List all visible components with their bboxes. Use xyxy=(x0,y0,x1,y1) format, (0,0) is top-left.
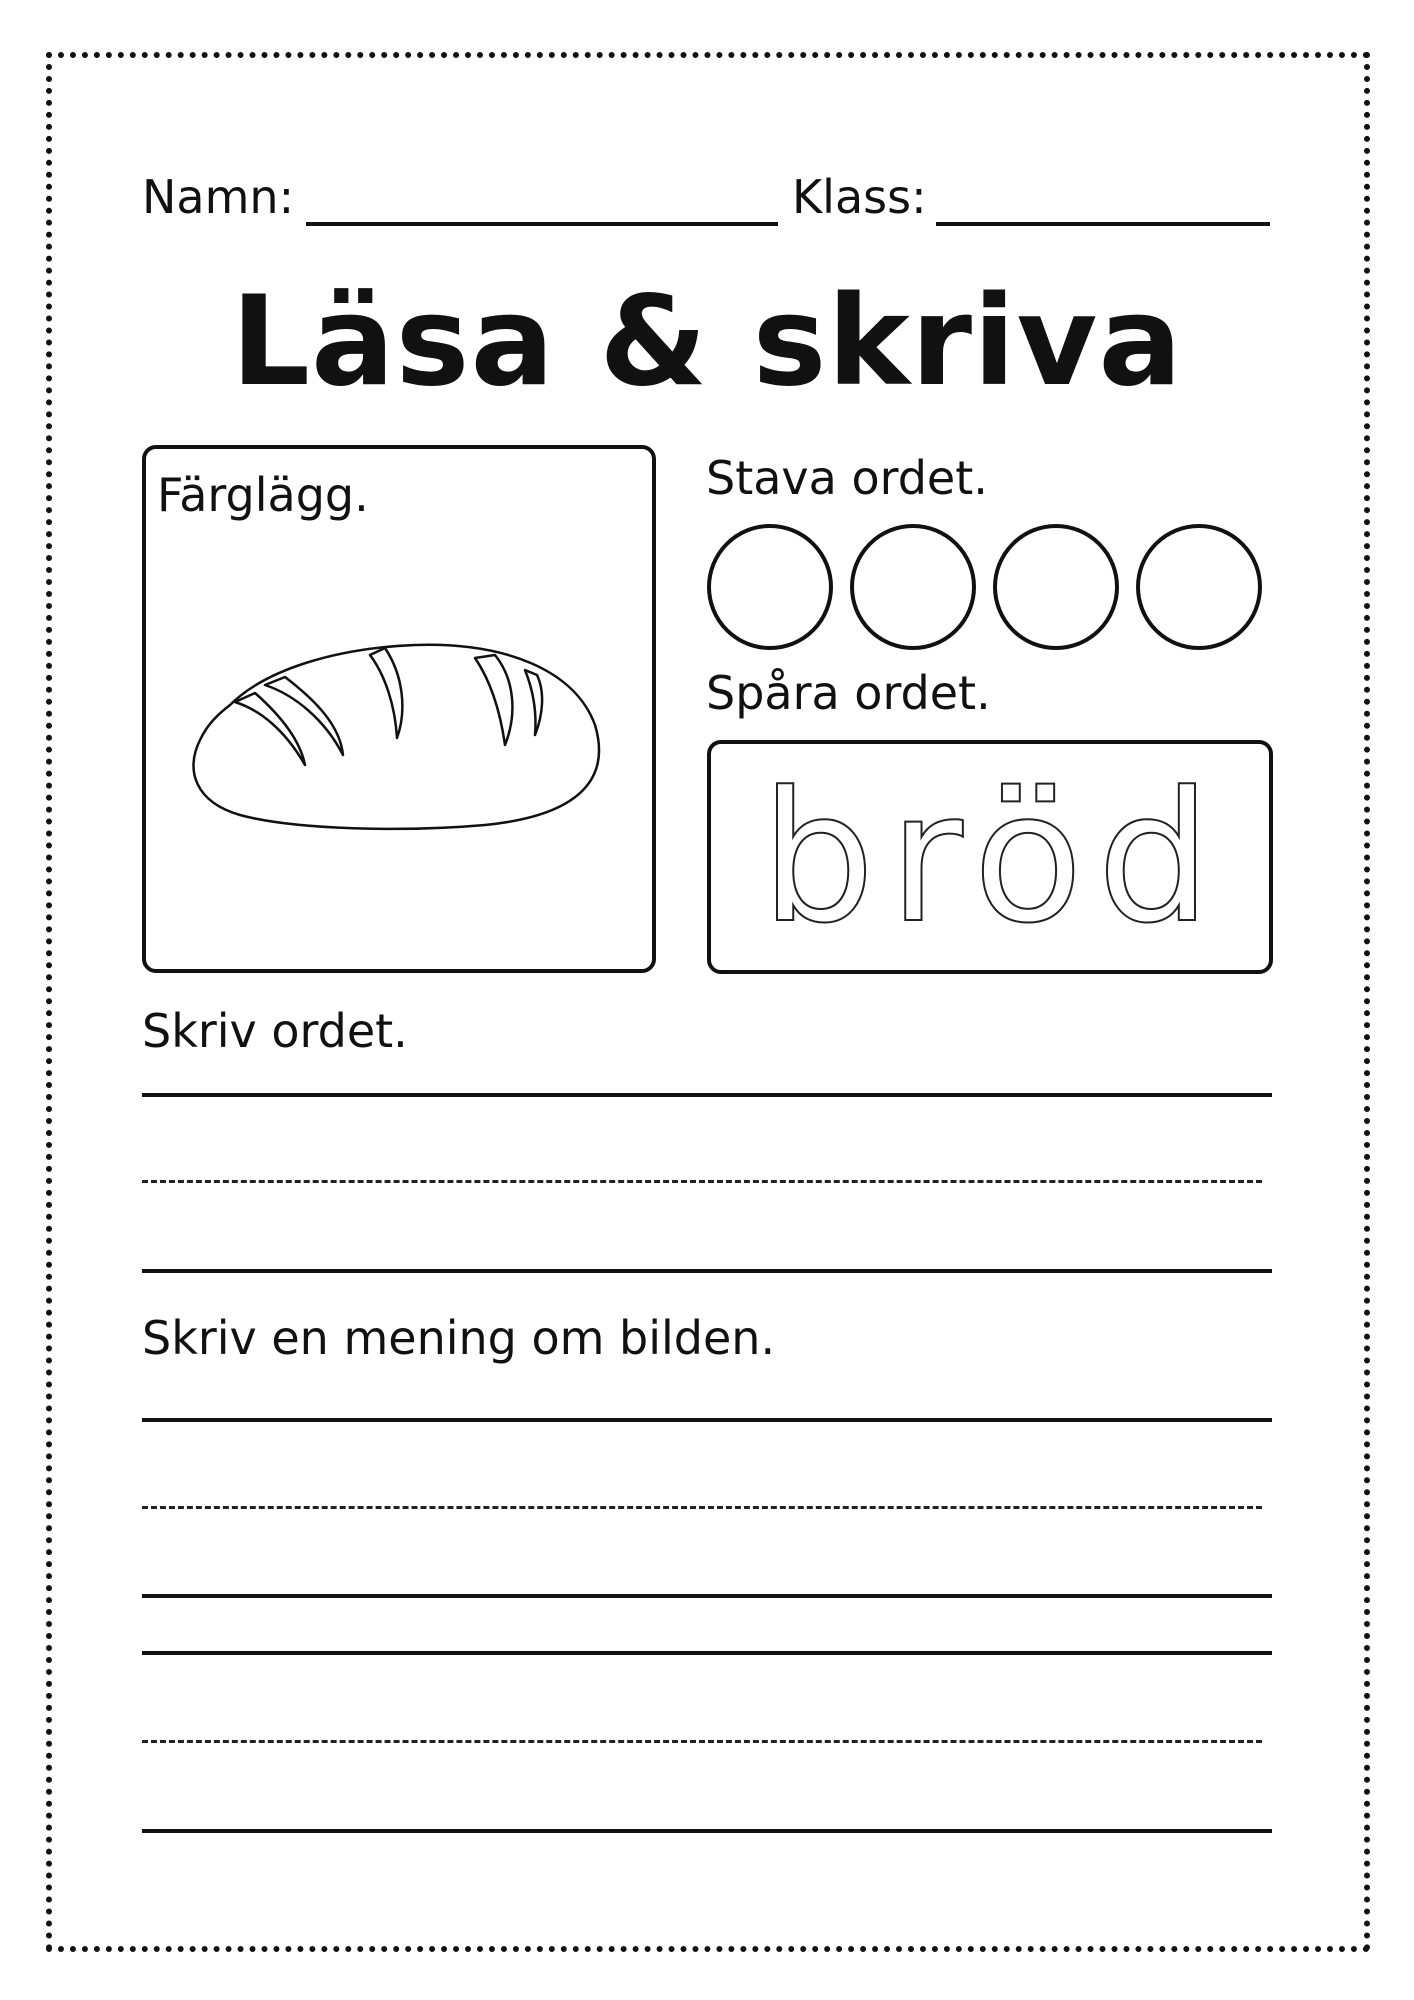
name-label: Namn: xyxy=(142,170,295,224)
class-line[interactable] xyxy=(936,222,1270,226)
class-label: Klass: xyxy=(792,170,927,224)
letter-circle-4[interactable] xyxy=(1136,524,1262,650)
write-sentence-label: Skriv en mening om bilden. xyxy=(142,1311,776,1365)
sentence-row2-base-line[interactable] xyxy=(142,1829,1272,1833)
sentence-row2-mid-dashed-line xyxy=(142,1740,1262,1743)
write-word-base-line[interactable] xyxy=(142,1269,1272,1273)
sentence-row1-mid-dashed-line xyxy=(142,1506,1262,1509)
trace-word: bröd xyxy=(760,754,1226,963)
coloring-label: Färglägg. xyxy=(157,468,369,522)
sentence-row1-base-line[interactable] xyxy=(142,1594,1272,1598)
sentence-row1-top-line[interactable] xyxy=(142,1418,1272,1422)
bread-loaf-icon[interactable] xyxy=(185,630,605,850)
page-title: Läsa & skriva xyxy=(230,270,1184,414)
trace-label: Spåra ordet. xyxy=(706,666,991,720)
letter-circle-3[interactable] xyxy=(993,524,1119,650)
write-word-top-line[interactable] xyxy=(142,1093,1272,1097)
write-word-label: Skriv ordet. xyxy=(142,1004,408,1058)
spell-label: Stava ordet. xyxy=(706,451,988,505)
letter-circle-2[interactable] xyxy=(850,524,976,650)
trace-word-area[interactable] xyxy=(712,745,1274,973)
letter-circle-1[interactable] xyxy=(707,524,833,650)
write-word-mid-dashed-line xyxy=(142,1180,1262,1183)
sentence-row2-top-line[interactable] xyxy=(142,1651,1272,1655)
name-line[interactable] xyxy=(306,222,778,226)
